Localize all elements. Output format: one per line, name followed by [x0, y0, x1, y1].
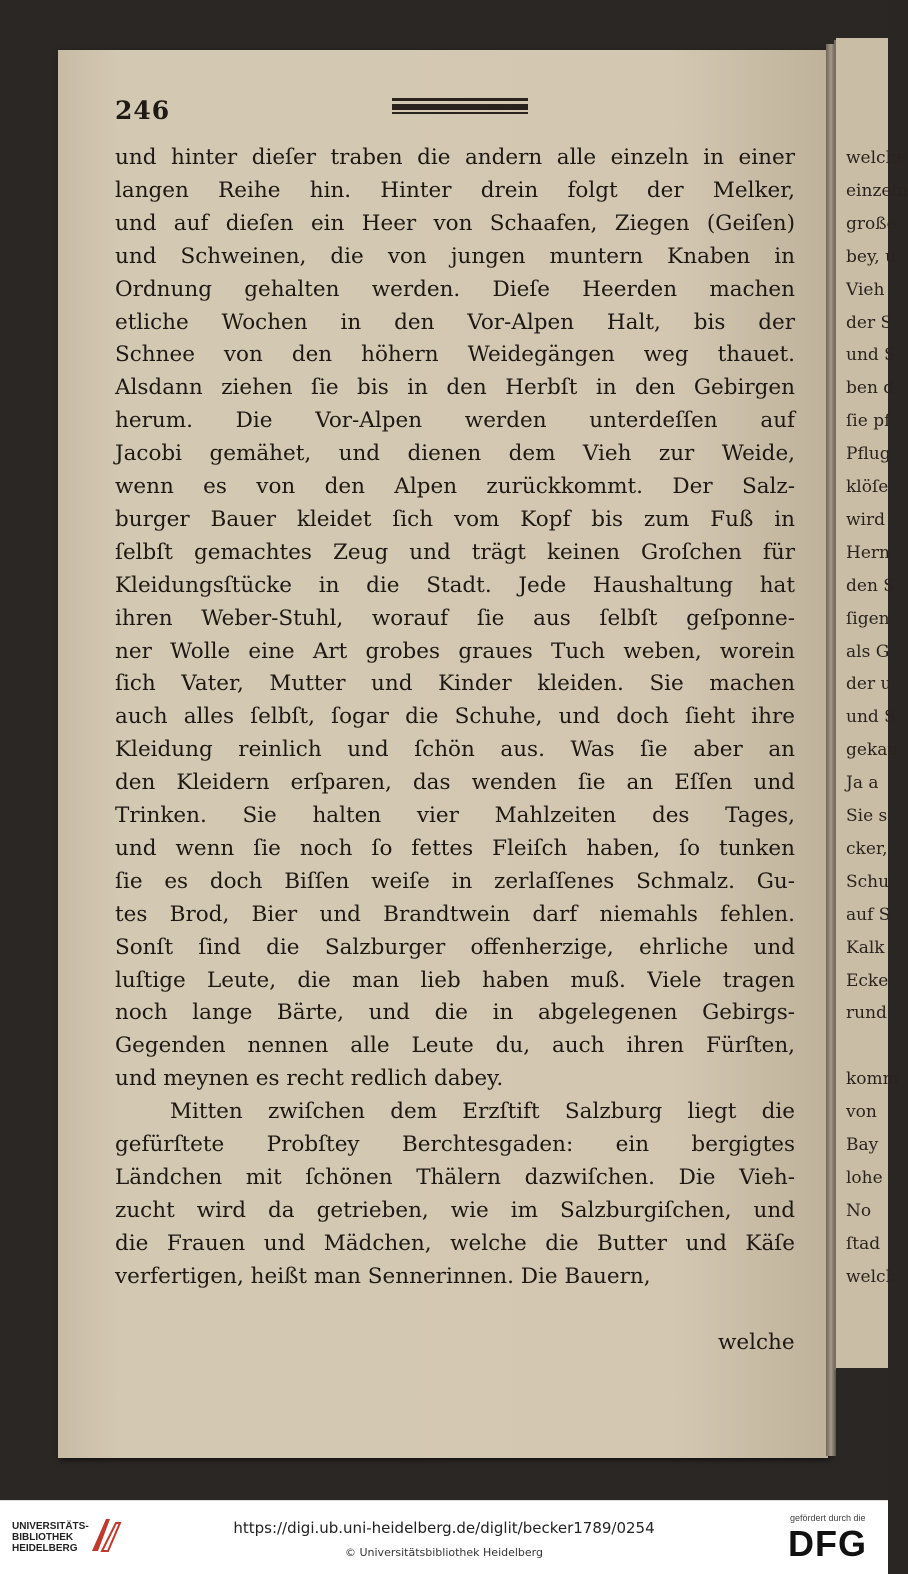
- text-line: noch lange Bärte, und die in abgelegenen Gebirgs-: [115, 1000, 795, 1026]
- text-line: den Kleidern erſparen, das wenden ſie an Eſſen und: [115, 770, 795, 796]
- text-line: Ordnung gehalten werden. Dieſe Heerden machen: [115, 276, 795, 302]
- text-line: Jacobi gemähet, und dienen dem Vieh zur Weide,: [115, 441, 795, 467]
- facing-page-fragment: Vieh: [846, 279, 885, 300]
- text-line: Gegenden nennen alle Leute du, auch ihren Fürſten,: [115, 1033, 795, 1059]
- text-line: Alsdann ziehen ſie bis in den Herbſt in den Gebirgen: [115, 375, 795, 401]
- text-line: langen Reihe hin. Hinter drein folgt der Melker,: [115, 177, 795, 203]
- text-line: verfertigen, heißt man Sennerinnen. Die Bauern,: [115, 1263, 651, 1289]
- facing-page-fragment: Bay: [846, 1135, 879, 1155]
- facing-page-fragment: ſie pf: [846, 411, 891, 432]
- text-line: und wenn ſie noch ſo fettes Fleiſch haben, ſo tunken: [115, 835, 795, 861]
- text-line: ner Wolle eine Art grobes graues Tuch weben, worein: [115, 638, 795, 664]
- text-line: gefürſtete Probſtey Berchtesgaden: ein bergigtes: [115, 1132, 795, 1157]
- text-line: Ländchen mit ſchönen Thälern dazwiſchen. Die Vieh-: [115, 1164, 795, 1190]
- text-line: die Frauen und Mädchen, welche die Butter und Käſe: [115, 1230, 795, 1256]
- facing-page-fragment: No: [846, 1200, 872, 1221]
- facing-page-fragment: und S: [846, 345, 896, 366]
- facing-page-fragment: bey, u: [846, 246, 897, 267]
- text-line: Kleidung reinlich und ſchön aus. Was ſie aber an: [115, 737, 795, 763]
- facing-page-fragment: einzeln: [846, 180, 908, 201]
- facing-page-fragment: Kalk: [846, 937, 885, 958]
- text-line: burger Bauer kleidet ſich vom Kopf bis zum Fuß in: [115, 506, 795, 532]
- text-line: und meynen es recht redlich dabey.: [115, 1066, 504, 1092]
- text-line: und auf dieſen ein Heer von Schaafen, Ziegen (Geiſen): [115, 210, 795, 236]
- facing-page-fragment: welch: [846, 1266, 897, 1287]
- text-line: Schnee von den höhern Weidegängen weg thauet.: [115, 342, 795, 368]
- text-line: herum. Die Vor-Alpen werden unterdeſſen auf: [115, 408, 795, 434]
- facing-page-fragment: wird: [846, 509, 885, 530]
- facing-page-fragment: lohe: [846, 1167, 883, 1188]
- library-logo-text: UNIVERSITÄTS- BIBLIOTHEK HEIDELBERG: [12, 1521, 89, 1554]
- text-line: Trinken. Sie halten vier Mahlzeiten des Tages,: [115, 803, 795, 828]
- facing-page-fragment: und S: [846, 707, 896, 728]
- facing-page-fragment: Schu: [846, 871, 890, 892]
- facing-page-fragment: gekau: [846, 740, 899, 761]
- funded-by-label: gefördert durch die: [790, 1513, 866, 1523]
- text-line: tes Brod, Bier und Brandtwein darf niemahls fehlen.: [115, 901, 795, 927]
- facing-page-fragment: als G: [846, 641, 890, 662]
- facing-page-fragment: Sie s: [846, 806, 888, 826]
- catchword: welche: [718, 1330, 795, 1355]
- text-line: Sonſt ſind die Salzburger offenherzige, ehrliche und: [115, 934, 795, 960]
- facing-page-fragment: welche: [846, 148, 907, 168]
- text-line: etliche Wochen in den Vor-Alpen Halt, bis der: [115, 309, 795, 335]
- facing-page-fragment: ben d: [846, 378, 895, 399]
- text-line: Mitten zwiſchen dem Erzſtift Salzburg liegt die: [170, 1099, 795, 1125]
- header-rule: [392, 98, 528, 114]
- facing-page-fragment: der S: [846, 312, 893, 333]
- facing-page-fragment: von: [846, 1102, 877, 1123]
- facing-page-fragment: der u: [846, 674, 892, 695]
- facing-page-fragment: große: [846, 213, 897, 234]
- viewer-footer: [0, 1500, 888, 1574]
- facing-page-fragment: rund: [846, 1003, 887, 1024]
- facing-page-fragment: komm: [846, 1069, 899, 1090]
- text-line: luſtige Leute, die man lieb haben muß. Viele tragen: [115, 967, 795, 993]
- facing-page-fragment: Ja a: [846, 773, 879, 794]
- text-line: ſich Vater, Mutter und Kinder kleiden. Sie machen: [115, 671, 795, 697]
- text-line: zucht wird da getrieben, wie im Salzburgiſchen, und: [115, 1197, 795, 1223]
- facing-page-fragment: ſtad: [846, 1233, 881, 1254]
- facing-page-fragment: Ecke: [846, 970, 889, 991]
- text-line: ihren Weber-Stuhl, worauf ſie aus ſelbſt geſponne-: [115, 605, 795, 631]
- facing-page-fragment: Pflug: [846, 444, 891, 465]
- text-line: auch alles ſelbſt, ſogar die Schuhe, und doch ſieht ihre: [115, 704, 795, 730]
- facing-page-fragment: auf S: [846, 904, 891, 925]
- text-line: ſie es doch Biſſen weiſe in zerlaſſenes Schmalz. Gu-: [115, 868, 795, 894]
- text-line: und hinter dieſer traben die andern alle einzeln in einer: [115, 145, 795, 170]
- facing-page-fragment: klöſe: [846, 477, 889, 497]
- text-line: Kleidungsſtücke in die Stadt. Jede Haushaltung hat: [115, 572, 795, 598]
- permalink-url[interactable]: https://digi.ub.uni-heidelberg.de/diglit/becker1789/0254: [233, 1519, 655, 1537]
- text-line: und Schweinen, die von jungen muntern Knaben in: [115, 243, 795, 269]
- facing-page-fragment: Hern: [846, 542, 890, 563]
- page-number: 246: [115, 96, 171, 125]
- text-line: wenn es von den Alpen zurückkommt. Der Salz-: [115, 474, 795, 499]
- facing-page-fragment: cker,: [846, 838, 888, 859]
- copyright-notice: © Universitätsbibliothek Heidelberg: [344, 1546, 543, 1559]
- facing-page-fragment: den S: [846, 575, 895, 596]
- text-line: ſelbſt gemachtes Zeug und trägt keinen Groſchen für: [115, 539, 795, 565]
- facing-page-fragment: ſigen: [846, 608, 890, 629]
- dfg-logo: DFG: [788, 1523, 867, 1564]
